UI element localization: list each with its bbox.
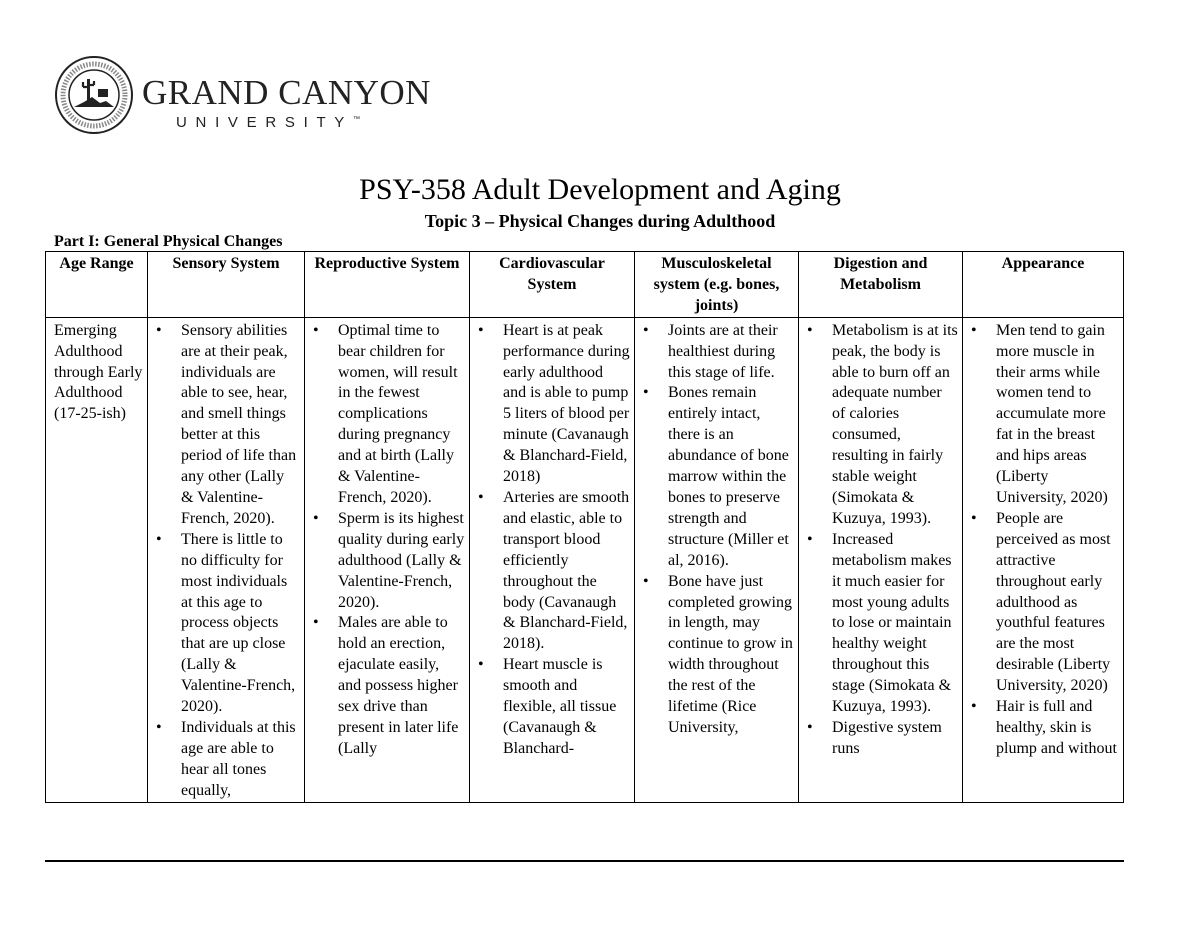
list-item: • Optimal time to bear children for women, will result in the fewest complications during pregnancy and at birth (Lally & Valentine-French, 2020). (309, 321, 465, 509)
header-musculoskeletal: Musculoskeletal system (e.g. bones, joints) (635, 252, 799, 318)
physical-changes-table (45, 251, 1124, 803)
university-seal-icon (54, 55, 134, 135)
cell-digestion (799, 317, 963, 802)
list-item: • Men tend to gain more muscle in their arms while women tend to accumulate more fat in the breast and hips areas (Liberty University, 2020) (967, 321, 1119, 509)
list-item: • Metabolism is at its peak, the body is able to burn off an adequate number of calories consumed, resulting in fairly stable weight (Simokata & Kuzuya, 1993). (803, 321, 958, 530)
list-item: • People are perceived as most attractive throughout early adulthood as youthful features are the most desirable (Liberty University, 2020) (967, 509, 1119, 697)
list-item: • Arteries are smooth and elastic, able to transport blood efficiently throughout the body (Cavanaugh & Blanchard-Field, 2018). (474, 488, 630, 655)
page-title: PSY-358 Adult Development and Aging (359, 173, 841, 206)
cell-age-range: Emerging Adulthood through Early Adulthood (17-25-ish) (46, 317, 148, 802)
list-item: • Bones remain entirely intact, there is an abundance of bone marrow within the bones to preserve strength and structure (Miller et al, 2016). (639, 383, 794, 571)
header-appearance: Appearance (963, 252, 1124, 318)
list-item: • Joints are at their healthiest during this stage of life. (639, 321, 794, 384)
cell-sensory (148, 317, 305, 802)
header-digestion: Digestion and Metabolism (799, 252, 963, 318)
university-logo (54, 55, 434, 140)
list-item: • Sperm is its highest quality during early adulthood (Lally & Valentine-French, 2020). (309, 509, 465, 614)
list-item: • Bone have just completed growing in length, may continue to grow in width throughout the rest of the lifetime (Rice University, (639, 572, 794, 739)
list-item: • Hair is full and healthy, skin is plump and without (967, 697, 1119, 760)
cell-reproductive (305, 317, 470, 802)
table-row (46, 317, 1124, 802)
header-reproductive: Reproductive System (305, 252, 470, 318)
header-sensory: Sensory System (148, 252, 305, 318)
list-item: • Males are able to hold an erection, ejaculate easily, and possess higher sex drive than present in later life (Lally (309, 613, 465, 759)
wordmark-university: UNIVERSITY™ (176, 114, 361, 131)
cell-appearance (963, 317, 1124, 802)
physical-changes-table-wrapper (45, 251, 1124, 862)
wordmark (142, 75, 431, 132)
list-item: • Digestive system runs (803, 718, 958, 760)
header-cardiovascular: Cardiovascular System (470, 252, 635, 318)
list-item: • There is little to no difficulty for most individuals at this age to process objects that are up close (Lally & Valentine-French, 2020). (152, 530, 300, 718)
list-item: • Individuals at this age are able to hear all tones equally, (152, 718, 300, 802)
cell-musculoskeletal (635, 317, 799, 802)
list-item: • Heart muscle is smooth and flexible, all tissue (Cavanaugh & Blanchard- (474, 655, 630, 760)
table-header-row (46, 252, 1124, 318)
page-subtitle: Topic 3 – Physical Changes during Adulthood (424, 211, 776, 231)
wordmark-name: GRAND CANYON (142, 73, 431, 112)
list-item: • Increased metabolism makes it much easier for most young adults to lose or maintain healthy weight throughout this stage (Simokata & Kuzuya, 1993). (803, 530, 958, 718)
header-age-range: Age Range (46, 252, 148, 318)
list-item: • Heart is at peak performance during early adulthood and is able to pump 5 liters of blood per minute (Cavanaugh & Blanchard-Field, 2018) (474, 321, 630, 488)
cell-cardiovascular (470, 317, 635, 802)
section-label: Part I: General Physical Changes (54, 233, 283, 250)
list-item: • Sensory abilities are at their peak, individuals are able to see, hear, and smell things better at this period of life than any other (Lally & Valentine-French, 2020). (152, 321, 300, 530)
